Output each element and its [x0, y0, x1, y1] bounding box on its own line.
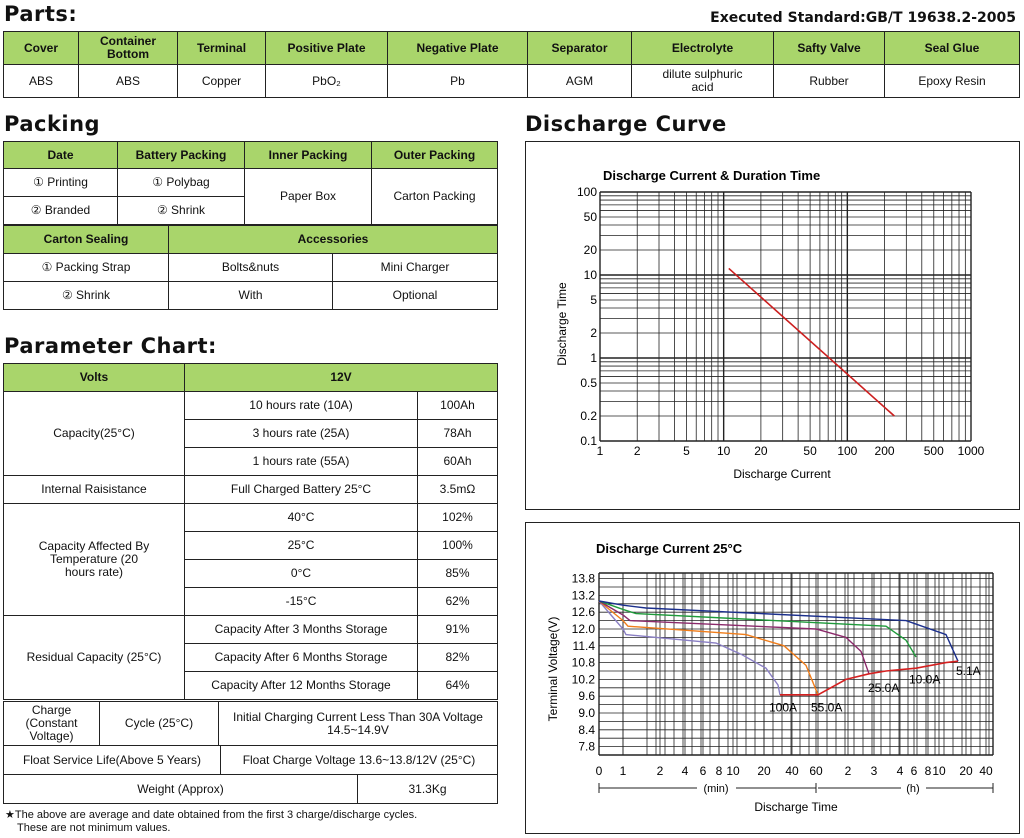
charge-label: Charge (Constant Voltage) [4, 702, 100, 746]
chart2-ytick: 7.8 [578, 739, 595, 754]
chart1-grid [600, 192, 971, 441]
chart2-series-label: 25.0A [868, 680, 900, 695]
chart2-series-label: 10.0A [909, 672, 941, 687]
chart2-xtick: 0 [595, 764, 603, 778]
accessories-table [3, 225, 498, 310]
parts-value: PbO₂ [266, 65, 388, 98]
chart2-xtick: 40 [785, 764, 799, 778]
parts-header: Safty Valve [774, 32, 885, 65]
resistance-value: 3.5mΩ [418, 476, 498, 504]
chart2-ytick: 8.4 [578, 722, 595, 737]
resistance-condition: Full Charged Battery 25°C [185, 476, 418, 504]
packing-accessory-2: Mini Charger [333, 254, 498, 282]
chart2-series-label: 100A [769, 700, 798, 715]
weight-value: 31.3Kg [358, 775, 498, 804]
chart1-xtick: 1 [596, 444, 604, 458]
param-header-volts: Volts [4, 364, 185, 392]
parts-header: Electrolyte [632, 32, 774, 65]
residual-value: 91% [418, 616, 498, 644]
temperature-condition: -15°C [185, 588, 418, 616]
chart1-series-line [729, 268, 895, 416]
packing-header-accessories: Accessories [169, 226, 498, 254]
parts-value: ABS [79, 65, 178, 98]
packing-outer: Carton Packing [372, 169, 498, 225]
temperature-value: 62% [418, 588, 498, 616]
parts-value: Copper [178, 65, 266, 98]
capacity-value: 60Ah [418, 448, 498, 476]
temperature-value: 102% [418, 504, 498, 532]
chart2-xtick: 4 [681, 764, 689, 778]
residual-condition: Capacity After 12 Months Storage [185, 672, 418, 700]
chart2-xtick: 60 [809, 764, 823, 778]
chart1-xtick: 50 [803, 444, 817, 458]
chart2-xtick: 8 [924, 764, 932, 778]
chart2-xtick: 20 [757, 764, 771, 778]
packing-accessory-4: Optional [333, 282, 498, 310]
chart1-title: Discharge Current & Duration Time [603, 168, 821, 183]
chart1-series [729, 268, 895, 416]
packing-header-sealing: Carton Sealing [4, 226, 169, 254]
float-label: Float Service Life(Above 5 Years) [4, 746, 221, 775]
parts-header: Positive Plate [266, 32, 388, 65]
parts-title: Parts: [4, 2, 78, 26]
chart2-curve-5.1A [599, 601, 958, 661]
parts-value: Epoxy Resin [885, 65, 1020, 98]
chart1-ytick: 0.2 [580, 409, 597, 424]
chart2-xtick: 2 [844, 764, 852, 778]
packing-accessory-3: With [169, 282, 333, 310]
residual-value: 82% [418, 644, 498, 672]
chart2-grid [599, 573, 993, 755]
packing-header-outer: Outer Packing [372, 142, 498, 169]
chart1-ytick: 0.1 [580, 434, 597, 448]
packing-sealing-1: ① Packing Strap [4, 254, 169, 282]
chart1-xtick: 500 [923, 444, 944, 458]
chart1-xtick: 100 [837, 444, 858, 458]
residual-label: Residual Capacity (25°C) [4, 616, 185, 700]
chart2-curve-100A [599, 601, 780, 695]
chart1-xlabel: Discharge Current [733, 467, 831, 481]
chart2-ytick: 13.2 [571, 588, 595, 603]
parts-value: Pb [388, 65, 528, 98]
float-table [3, 745, 498, 804]
capacity-label: Capacity(25°C) [4, 392, 185, 476]
temperature-value: 100% [418, 532, 498, 560]
param-header-12v: 12V [185, 364, 498, 392]
chart2-xtick: 2 [656, 764, 664, 778]
chart2-ytick: 12.0 [571, 622, 595, 636]
chart1-ytick: 100 [576, 185, 597, 199]
parameter-title: Parameter Chart: [4, 334, 217, 358]
parts-header: Separator [528, 32, 632, 65]
packing-title: Packing [4, 112, 101, 136]
chart1-ytick: 10 [583, 268, 597, 282]
chart1-xtick: 20 [754, 444, 768, 458]
chart2-ytick: 13.8 [571, 571, 595, 586]
packing-accessory-1: Bolts&nuts [169, 254, 333, 282]
chart2-unit-h: (h) [906, 783, 920, 795]
parts-header: Seal Glue [885, 32, 1020, 65]
residual-condition: Capacity After 3 Months Storage [185, 616, 418, 644]
chart1-xtick: 2 [633, 444, 641, 458]
packing-header-battery: Battery Packing [118, 142, 245, 169]
chart-current-duration [526, 142, 1019, 509]
packing-battery-2: ② Shrink [118, 197, 245, 225]
chart2-xlabel: Discharge Time [754, 800, 838, 814]
packing-date-2: ② Branded [4, 197, 118, 225]
temperature-condition: 0°C [185, 560, 418, 588]
chart2-series-label: 55.0A [811, 700, 843, 715]
residual-value: 64% [418, 672, 498, 700]
cycle-label: Cycle (25°C) [100, 702, 219, 746]
chart1-ticks [577, 185, 985, 458]
chart2-xtick: 6 [699, 764, 707, 778]
capacity-condition: 1 hours rate (55A) [185, 448, 418, 476]
packing-date-1: ① Printing [4, 169, 118, 197]
chart2-series-label: 5.1A [956, 664, 981, 678]
chart2-xtick: 40 [979, 764, 993, 778]
chart1-xtick: 200 [874, 444, 895, 458]
temperature-label: Capacity Affected By Temperature (20 hours rate) [4, 504, 185, 616]
weight-label: Weight (Approx) [4, 775, 358, 804]
chart1-xtick: 5 [683, 444, 690, 458]
chart2-ytick: 10.2 [571, 672, 595, 687]
parts-header: Terminal [178, 32, 266, 65]
capacity-condition: 3 hours rate (25A) [185, 420, 418, 448]
chart2-ytick: 12.6 [571, 605, 595, 620]
chart1-ytick: 0.5 [580, 375, 597, 390]
chart-voltage-box [525, 522, 1020, 834]
parts-header-row [4, 32, 1020, 65]
executed-standard: Executed Standard:GB/T 19638.2-2005 [710, 10, 1016, 26]
residual-condition: Capacity After 6 Months Storage [185, 644, 418, 672]
capacity-value: 78Ah [418, 420, 498, 448]
capacity-value: 100Ah [418, 392, 498, 420]
packing-sealing-2: ② Shrink [4, 282, 169, 310]
parts-header: Container Bottom [79, 32, 178, 65]
parts-header: Cover [4, 32, 79, 65]
chart2-xtick: 10 [726, 764, 740, 778]
chart2-xtick: 10 [932, 764, 946, 778]
chart2-xtick: 3 [870, 764, 878, 778]
discharge-title: Discharge Curve [525, 112, 727, 136]
capacity-condition: 10 hours rate (10A) [185, 392, 418, 420]
packing-header-date: Date [4, 142, 118, 169]
parts-value: ABS [4, 65, 79, 98]
chart2-ylabel: Terminal Voltage(V) [546, 616, 560, 722]
chart1-xtick: 1000 [957, 444, 985, 458]
chart2-xtick: 4 [896, 764, 904, 778]
temperature-condition: 40°C [185, 504, 418, 532]
parameter-table [3, 363, 498, 700]
packing-battery-1: ① Polybag [118, 169, 245, 197]
chart1-ytick: 1 [590, 351, 597, 365]
parts-value: Rubber [774, 65, 885, 98]
chart1-ytick: 20 [583, 243, 597, 258]
temperature-value: 85% [418, 560, 498, 588]
packing-table [3, 141, 498, 225]
chart1-ytick: 5 [590, 292, 597, 307]
parts-header: Negative Plate [388, 32, 528, 65]
chart2-ytick: 9.0 [578, 706, 595, 720]
chart-terminal-voltage [526, 523, 1019, 833]
chart2-units [599, 783, 993, 795]
resistance-label: Internal Raisistance [4, 476, 185, 504]
chart-current-duration-box [525, 141, 1020, 510]
footnote-1: ★The above are average and date obtained from the first 3 charge/discharge cycles. [5, 809, 418, 821]
chart2-ytick: 11.4 [572, 638, 595, 653]
chart2-xtick: 1 [619, 764, 627, 778]
packing-inner: Paper Box [245, 169, 372, 225]
parts-value: AGM [528, 65, 632, 98]
chart1-ylabel: Discharge Time [555, 282, 569, 366]
parts-value-row [4, 65, 1020, 98]
footnote-2: These are not minimum values. [17, 822, 171, 834]
temperature-condition: 25°C [185, 532, 418, 560]
chart1-ytick: 2 [590, 326, 597, 341]
chart2-ytick: 9.6 [578, 689, 595, 704]
cycle-value: Initial Charging Current Less Than 30A Voltage 14.5~14.9V [219, 702, 498, 746]
float-value: Float Charge Voltage 13.6~13.8/12V (25°C) [221, 746, 498, 775]
chart1-ytick: 50 [583, 209, 597, 224]
chart2-xtick: 8 [715, 764, 723, 778]
chart2-title: Discharge Current 25°C [596, 541, 743, 556]
parts-value: dilute sulphuric acid [632, 65, 774, 98]
chart2-xtick: 20 [959, 764, 973, 778]
chart2-ytick: 10.8 [571, 655, 595, 670]
chart2-xtick: 6 [910, 764, 918, 778]
parts-table [3, 31, 1020, 98]
packing-header-inner: Inner Packing [245, 142, 372, 169]
charge-table [3, 701, 498, 746]
chart2-unit-min: (min) [703, 783, 729, 795]
chart1-xtick: 10 [716, 444, 731, 458]
